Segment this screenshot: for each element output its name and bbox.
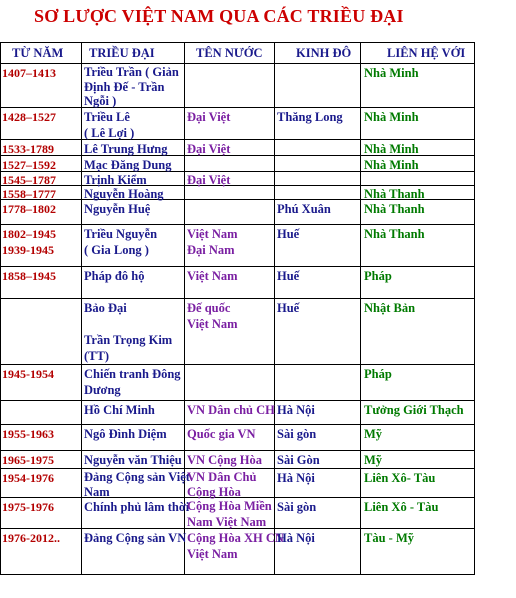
cell-nation: Đại Việt — [187, 142, 231, 156]
column-divider — [0, 42, 1, 574]
cell-years: 1955-1963 — [2, 427, 54, 441]
cell-nation: VN Dân chủ CH — [187, 403, 275, 417]
cell-relation: Nhà Thanh — [364, 187, 425, 201]
cell-capital: Sài Gòn — [277, 453, 320, 467]
column-divider — [274, 42, 275, 574]
cell-dynasty: ( Lê Lợi ) — [84, 126, 135, 140]
cell-relation: Nhà Minh — [364, 66, 419, 80]
cell-relation: Mỹ — [364, 453, 383, 467]
cell-relation: Tàu - Mỹ — [364, 531, 414, 545]
cell-years: 1428–1527 — [2, 110, 56, 124]
cell-dynasty: Pháp đô hộ — [84, 269, 145, 283]
cell-dynasty: Triều Trần ( Giản — [84, 65, 179, 79]
cell-nation: Cộng Hòa XH CN — [187, 531, 284, 545]
cell-dynasty: Đảng Cộng sản Việt — [84, 470, 190, 484]
cell-dynasty: (TT) — [84, 349, 109, 363]
cell-dynasty: Dương — [84, 383, 121, 397]
row-divider — [0, 424, 475, 425]
cell-nation: Cộng Hòa Miền — [187, 499, 272, 513]
cell-years: 1965-1975 — [2, 453, 54, 467]
cell-capital: Hà Nội — [277, 471, 315, 485]
cell-dynasty: Nguyễn Huệ — [84, 202, 151, 216]
row-divider — [0, 450, 475, 451]
cell-years: 1558–1777 — [2, 187, 56, 201]
cell-years: 1976-2012.. — [2, 531, 60, 545]
cell-relation: Liên Xô - Tàu — [364, 500, 439, 514]
cell-dynasty: Định Đế - Trần — [84, 79, 165, 94]
cell-dynasty: ( Gia Long ) — [84, 243, 149, 257]
row-divider — [0, 139, 475, 140]
header-years: TỪ NĂM — [12, 46, 64, 60]
cell-dynasty: Bảo Đại — [84, 301, 127, 315]
row-divider — [0, 266, 475, 267]
cell-dynasty: Nguyễn Hoàng — [84, 187, 164, 201]
cell-relation: Nhà Thanh — [364, 227, 425, 241]
row-divider — [0, 574, 475, 575]
cell-relation: Nhật Bản — [364, 301, 416, 315]
cell-dynasty: Đảng Cộng sản VN — [84, 531, 187, 545]
cell-nation: Việt Nam — [187, 317, 238, 331]
cell-years: 1545–1787 — [2, 173, 56, 187]
header-relation: LIÊN HỆ VỚI — [387, 46, 466, 60]
row-divider — [0, 42, 475, 43]
cell-dynasty: Nam — [84, 484, 110, 499]
header-nation: TÊN NƯỚC — [196, 46, 263, 60]
cell-nation: Việt Nam — [187, 269, 238, 283]
cell-nation: Đại Việt — [187, 173, 231, 187]
cell-years: 1975-1976 — [2, 500, 54, 514]
cell-dynasty: Chính phủ lâm thời — [84, 500, 190, 514]
cell-capital: Hà Nội — [277, 403, 315, 417]
column-divider — [360, 42, 361, 574]
cell-relation: Pháp — [364, 367, 392, 381]
cell-dynasty: Nguyễn văn Thiệu — [84, 453, 182, 467]
header-capital: KINH ĐÔ — [296, 46, 352, 60]
cell-years: 1778–1802 — [2, 202, 56, 216]
cell-years: 1407–1413 — [2, 66, 56, 80]
cell-years: 1939-1945 — [2, 243, 54, 257]
cell-nation: Đại Nam — [187, 243, 235, 257]
cell-dynasty: Triều Nguyễn — [84, 227, 158, 241]
cell-capital: Huế — [277, 227, 300, 241]
cell-nation: Đại Việt — [187, 110, 231, 124]
cell-dynasty: Ngỗi ) — [84, 94, 117, 109]
cell-years: 1527–1592 — [2, 158, 56, 172]
column-divider — [184, 42, 185, 574]
cell-capital: Huế — [277, 301, 300, 315]
cell-relation: Mỹ — [364, 427, 383, 441]
cell-nation: Cộng Hòa — [187, 484, 241, 499]
cell-dynasty: Mạc Đăng Dung — [84, 158, 172, 172]
cell-nation: Việt Nam — [187, 547, 238, 561]
column-divider — [81, 42, 82, 574]
cell-dynasty: Trịnh Kiểm — [84, 173, 147, 187]
header-dynasty: TRIỀU ĐẠI — [89, 46, 155, 60]
cell-nation: VN Cộng Hòa — [187, 453, 263, 467]
column-divider — [474, 42, 475, 574]
cell-dynasty: Chiến tranh Đông — [84, 367, 181, 381]
cell-nation: Đế quốc — [187, 301, 231, 315]
cell-capital: Phú Xuân — [277, 202, 331, 216]
cell-nation: Quốc gia VN — [187, 427, 256, 441]
cell-nation: Việt Nam — [187, 227, 238, 241]
cell-capital: Sài gòn — [277, 427, 317, 441]
cell-years: 1802–1945 — [2, 227, 56, 241]
page-title: SƠ LƯỢC VIỆT NAM QUA CÁC TRIỀU ĐẠI — [34, 6, 404, 26]
cell-relation: Tưởng Giới Thạch — [364, 403, 464, 417]
row-divider — [0, 107, 475, 108]
cell-capital: Thăng Long — [277, 110, 343, 124]
cell-dynasty: Trần Trọng Kim — [84, 333, 173, 347]
cell-capital: Huế — [277, 269, 300, 283]
row-divider — [0, 364, 475, 365]
cell-years: 1954-1976 — [2, 471, 54, 485]
row-divider — [0, 400, 475, 401]
cell-relation: Liên Xô- Tàu — [364, 471, 436, 485]
row-divider — [0, 63, 475, 64]
cell-dynasty: Triều Lê — [84, 110, 130, 124]
cell-dynasty: Lê Trung Hưng — [84, 142, 168, 156]
cell-relation: Nhà Minh — [364, 110, 419, 124]
row-divider — [0, 298, 475, 299]
cell-years: 1858–1945 — [2, 269, 56, 283]
cell-years: 1533-1789 — [2, 142, 54, 156]
cell-relation: Nhà Minh — [364, 142, 419, 156]
cell-dynasty: Ngô Đình Diệm — [84, 427, 167, 441]
cell-nation: Nam Việt Nam — [187, 514, 267, 529]
cell-relation: Nhà Thanh — [364, 202, 425, 216]
cell-relation: Nhà Minh — [364, 158, 419, 172]
row-divider — [0, 224, 475, 225]
cell-capital: Sài gòn — [277, 500, 317, 514]
cell-nation: VN Dân Chủ — [187, 470, 257, 484]
cell-dynasty: Hồ Chí Minh — [84, 403, 155, 417]
cell-years: 1945-1954 — [2, 367, 54, 381]
cell-capital: Hà Nội — [277, 531, 315, 545]
cell-relation: Pháp — [364, 269, 392, 283]
